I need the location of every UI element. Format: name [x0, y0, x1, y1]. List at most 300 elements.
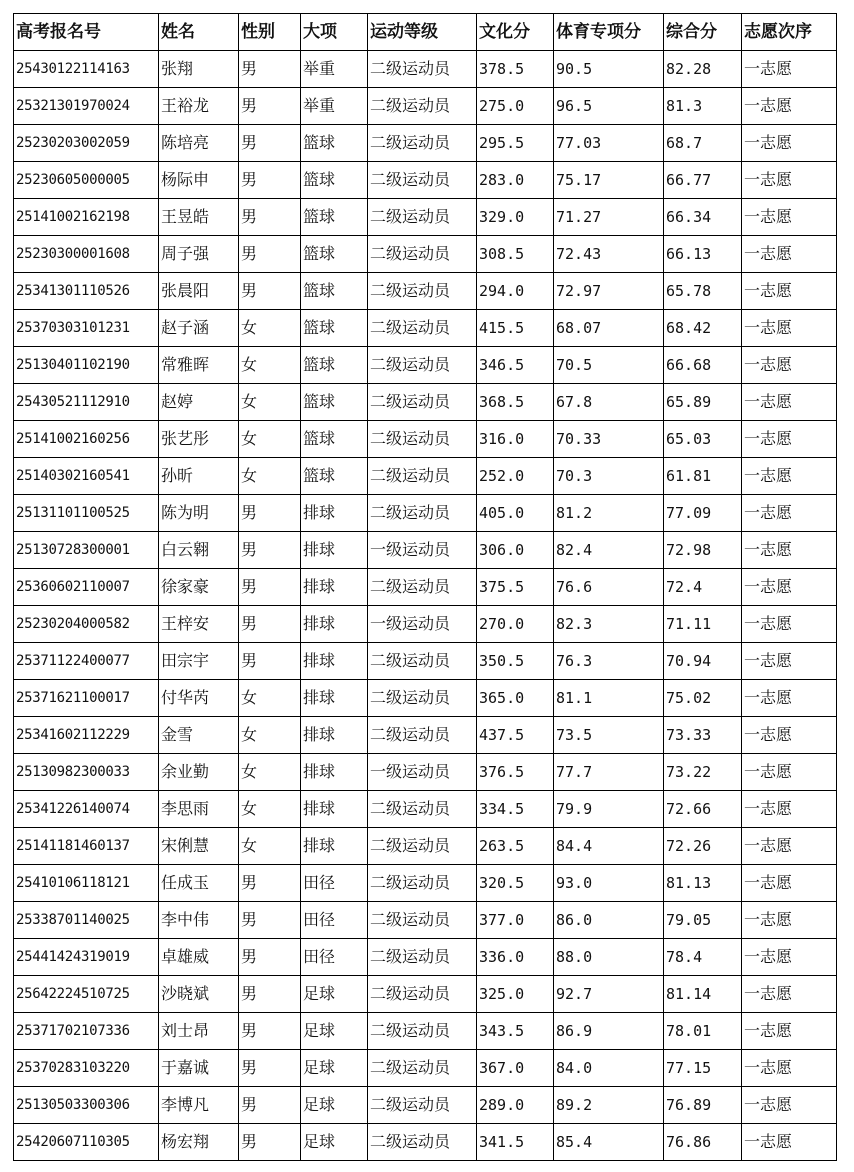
name-cell: 金雪 — [159, 717, 239, 754]
athlete-level-cell: 二级运动员 — [368, 1124, 477, 1161]
gender-cell: 女 — [239, 717, 301, 754]
exam-id-cell: 25130728300001 — [14, 532, 159, 569]
sport-score-cell: 79.9 — [554, 791, 664, 828]
athlete-level-cell: 二级运动员 — [368, 384, 477, 421]
name-cell: 宋俐慧 — [159, 828, 239, 865]
table-row — [14, 569, 837, 606]
sport-cell: 田径 — [301, 939, 368, 976]
culture-score-cell: 294.0 — [477, 273, 554, 310]
sport-cell: 篮球 — [301, 384, 368, 421]
culture-score-cell: 283.0 — [477, 162, 554, 199]
sport-cell: 足球 — [301, 1013, 368, 1050]
sport-score-cell: 92.7 — [554, 976, 664, 1013]
culture-score-cell: 343.5 — [477, 1013, 554, 1050]
table-row — [14, 162, 837, 199]
athlete-level-cell: 二级运动员 — [368, 162, 477, 199]
exam-id-cell: 25370283103220 — [14, 1050, 159, 1087]
preference-order-cell: 一志愿 — [742, 421, 837, 458]
name-cell: 赵婷 — [159, 384, 239, 421]
name-cell: 张晨阳 — [159, 273, 239, 310]
composite-score-cell: 72.66 — [664, 791, 742, 828]
exam-id-cell: 25420607110305 — [14, 1124, 159, 1161]
table-row — [14, 421, 837, 458]
exam-id-cell: 25140302160541 — [14, 458, 159, 495]
preference-order-cell: 一志愿 — [742, 569, 837, 606]
table-row — [14, 88, 837, 125]
sport-score-cell: 84.0 — [554, 1050, 664, 1087]
table-row — [14, 865, 837, 902]
composite-score-cell: 66.77 — [664, 162, 742, 199]
preference-order-cell: 一志愿 — [742, 310, 837, 347]
preference-order-cell: 一志愿 — [742, 347, 837, 384]
table-row — [14, 976, 837, 1013]
sport-cell: 篮球 — [301, 347, 368, 384]
header-preference-order: 志愿次序 — [742, 14, 837, 51]
sport-cell: 篮球 — [301, 421, 368, 458]
preference-order-cell: 一志愿 — [742, 51, 837, 88]
sport-cell: 排球 — [301, 680, 368, 717]
athlete-level-cell: 二级运动员 — [368, 791, 477, 828]
exam-id-cell: 25430122114163 — [14, 51, 159, 88]
gender-cell: 女 — [239, 680, 301, 717]
name-cell: 于嘉诚 — [159, 1050, 239, 1087]
athlete-level-cell: 一级运动员 — [368, 606, 477, 643]
culture-score-cell: 263.5 — [477, 828, 554, 865]
sport-score-cell: 70.5 — [554, 347, 664, 384]
sport-cell: 篮球 — [301, 310, 368, 347]
preference-order-cell: 一志愿 — [742, 458, 837, 495]
gender-cell: 男 — [239, 1087, 301, 1124]
athlete-level-cell: 二级运动员 — [368, 569, 477, 606]
preference-order-cell: 一志愿 — [742, 902, 837, 939]
preference-order-cell: 一志愿 — [742, 828, 837, 865]
athlete-level-cell: 二级运动员 — [368, 902, 477, 939]
preference-order-cell: 一志愿 — [742, 865, 837, 902]
preference-order-cell: 一志愿 — [742, 199, 837, 236]
table-row — [14, 606, 837, 643]
table-row — [14, 458, 837, 495]
culture-score-cell: 368.5 — [477, 384, 554, 421]
culture-score-cell: 367.0 — [477, 1050, 554, 1087]
sport-cell: 排球 — [301, 754, 368, 791]
name-cell: 王梓安 — [159, 606, 239, 643]
gender-cell: 男 — [239, 125, 301, 162]
exam-id-cell: 25441424319019 — [14, 939, 159, 976]
sport-cell: 田径 — [301, 865, 368, 902]
sport-cell: 排球 — [301, 606, 368, 643]
table-row — [14, 532, 837, 569]
exam-id-cell: 25370303101231 — [14, 310, 159, 347]
gender-cell: 男 — [239, 569, 301, 606]
name-cell: 孙昕 — [159, 458, 239, 495]
table-row — [14, 495, 837, 532]
culture-score-cell: 415.5 — [477, 310, 554, 347]
gender-cell: 男 — [239, 643, 301, 680]
composite-score-cell: 65.03 — [664, 421, 742, 458]
sport-score-cell: 76.3 — [554, 643, 664, 680]
table-row — [14, 754, 837, 791]
exam-id-cell: 25371702107336 — [14, 1013, 159, 1050]
table-row — [14, 1087, 837, 1124]
exam-id-cell: 25338701140025 — [14, 902, 159, 939]
sport-cell: 排球 — [301, 717, 368, 754]
table-row — [14, 310, 837, 347]
composite-score-cell: 71.11 — [664, 606, 742, 643]
preference-order-cell: 一志愿 — [742, 976, 837, 1013]
name-cell: 李中伟 — [159, 902, 239, 939]
athlete-level-cell: 二级运动员 — [368, 51, 477, 88]
sport-cell: 篮球 — [301, 458, 368, 495]
culture-score-cell: 329.0 — [477, 199, 554, 236]
name-cell: 余业勤 — [159, 754, 239, 791]
sport-cell: 足球 — [301, 976, 368, 1013]
composite-score-cell: 81.14 — [664, 976, 742, 1013]
exam-id-cell: 25360602110007 — [14, 569, 159, 606]
preference-order-cell: 一志愿 — [742, 236, 837, 273]
gender-cell: 男 — [239, 51, 301, 88]
sport-score-cell: 77.03 — [554, 125, 664, 162]
athlete-level-cell: 二级运动员 — [368, 310, 477, 347]
name-cell: 常雅晖 — [159, 347, 239, 384]
header-name: 姓名 — [159, 14, 239, 51]
header-exam-id: 高考报名号 — [14, 14, 159, 51]
sport-score-cell: 96.5 — [554, 88, 664, 125]
culture-score-cell: 376.5 — [477, 754, 554, 791]
name-cell: 陈为明 — [159, 495, 239, 532]
name-cell: 李思雨 — [159, 791, 239, 828]
athlete-level-cell: 二级运动员 — [368, 347, 477, 384]
preference-order-cell: 一志愿 — [742, 791, 837, 828]
sport-cell: 田径 — [301, 902, 368, 939]
gender-cell: 男 — [239, 1050, 301, 1087]
sport-cell: 排球 — [301, 532, 368, 569]
sport-score-cell: 73.5 — [554, 717, 664, 754]
table-row — [14, 1124, 837, 1161]
sport-score-cell: 84.4 — [554, 828, 664, 865]
athlete-level-cell: 二级运动员 — [368, 1013, 477, 1050]
gender-cell: 女 — [239, 828, 301, 865]
gender-cell: 女 — [239, 791, 301, 828]
culture-score-cell: 350.5 — [477, 643, 554, 680]
name-cell: 刘士昂 — [159, 1013, 239, 1050]
athlete-level-cell: 二级运动员 — [368, 125, 477, 162]
exam-id-cell: 25131101100525 — [14, 495, 159, 532]
composite-score-cell: 68.42 — [664, 310, 742, 347]
culture-score-cell: 289.0 — [477, 1087, 554, 1124]
sport-cell: 排球 — [301, 643, 368, 680]
sport-cell: 篮球 — [301, 236, 368, 273]
table-row — [14, 51, 837, 88]
culture-score-cell: 308.5 — [477, 236, 554, 273]
table-row — [14, 828, 837, 865]
gender-cell: 女 — [239, 310, 301, 347]
exam-id-cell: 25230204000582 — [14, 606, 159, 643]
culture-score-cell: 325.0 — [477, 976, 554, 1013]
gender-cell: 男 — [239, 532, 301, 569]
exam-id-cell: 25130401102190 — [14, 347, 159, 384]
culture-score-cell: 252.0 — [477, 458, 554, 495]
name-cell: 付华芮 — [159, 680, 239, 717]
exam-id-cell: 25341301110526 — [14, 273, 159, 310]
gender-cell: 男 — [239, 1124, 301, 1161]
composite-score-cell: 70.94 — [664, 643, 742, 680]
header-sport: 大项 — [301, 14, 368, 51]
preference-order-cell: 一志愿 — [742, 125, 837, 162]
athlete-level-cell: 二级运动员 — [368, 828, 477, 865]
name-cell: 沙晓斌 — [159, 976, 239, 1013]
sport-score-cell: 86.9 — [554, 1013, 664, 1050]
gender-cell: 男 — [239, 495, 301, 532]
sport-cell: 篮球 — [301, 199, 368, 236]
athlete-level-cell: 二级运动员 — [368, 273, 477, 310]
culture-score-cell: 336.0 — [477, 939, 554, 976]
athlete-level-cell: 一级运动员 — [368, 754, 477, 791]
sport-cell: 足球 — [301, 1050, 368, 1087]
sport-score-cell: 88.0 — [554, 939, 664, 976]
gender-cell: 男 — [239, 939, 301, 976]
composite-score-cell: 78.4 — [664, 939, 742, 976]
table-header-row — [14, 14, 837, 51]
name-cell: 赵子涵 — [159, 310, 239, 347]
exam-id-cell: 25410106118121 — [14, 865, 159, 902]
culture-score-cell: 334.5 — [477, 791, 554, 828]
sport-cell: 举重 — [301, 51, 368, 88]
composite-score-cell: 65.89 — [664, 384, 742, 421]
sport-cell: 排球 — [301, 495, 368, 532]
table-row — [14, 717, 837, 754]
culture-score-cell: 275.0 — [477, 88, 554, 125]
gender-cell: 男 — [239, 199, 301, 236]
preference-order-cell: 一志愿 — [742, 1013, 837, 1050]
composite-score-cell: 66.68 — [664, 347, 742, 384]
athlete-level-cell: 二级运动员 — [368, 643, 477, 680]
name-cell: 周子强 — [159, 236, 239, 273]
preference-order-cell: 一志愿 — [742, 643, 837, 680]
sport-score-cell: 72.43 — [554, 236, 664, 273]
name-cell: 卓雄威 — [159, 939, 239, 976]
name-cell: 张艺彤 — [159, 421, 239, 458]
composite-score-cell: 61.81 — [664, 458, 742, 495]
composite-score-cell: 82.28 — [664, 51, 742, 88]
culture-score-cell: 437.5 — [477, 717, 554, 754]
preference-order-cell: 一志愿 — [742, 1087, 837, 1124]
name-cell: 陈培亮 — [159, 125, 239, 162]
exam-id-cell: 25230300001608 — [14, 236, 159, 273]
gender-cell: 男 — [239, 162, 301, 199]
athlete-level-cell: 二级运动员 — [368, 458, 477, 495]
exam-id-cell: 25341602112229 — [14, 717, 159, 754]
exam-id-cell: 25321301970024 — [14, 88, 159, 125]
composite-score-cell: 75.02 — [664, 680, 742, 717]
sport-score-cell: 86.0 — [554, 902, 664, 939]
name-cell: 王昱皓 — [159, 199, 239, 236]
sport-cell: 举重 — [301, 88, 368, 125]
preference-order-cell: 一志愿 — [742, 606, 837, 643]
sport-cell: 足球 — [301, 1087, 368, 1124]
header-athlete-level: 运动等级 — [368, 14, 477, 51]
sport-cell: 足球 — [301, 1124, 368, 1161]
name-cell: 杨际申 — [159, 162, 239, 199]
name-cell: 王裕龙 — [159, 88, 239, 125]
culture-score-cell: 377.0 — [477, 902, 554, 939]
sport-cell: 篮球 — [301, 273, 368, 310]
sport-score-cell: 89.2 — [554, 1087, 664, 1124]
sport-score-cell: 85.4 — [554, 1124, 664, 1161]
exam-id-cell: 25341226140074 — [14, 791, 159, 828]
preference-order-cell: 一志愿 — [742, 273, 837, 310]
sport-score-cell: 81.1 — [554, 680, 664, 717]
sport-score-cell: 75.17 — [554, 162, 664, 199]
composite-score-cell: 65.78 — [664, 273, 742, 310]
composite-score-cell: 76.86 — [664, 1124, 742, 1161]
preference-order-cell: 一志愿 — [742, 1050, 837, 1087]
sport-score-cell: 70.3 — [554, 458, 664, 495]
preference-order-cell: 一志愿 — [742, 1124, 837, 1161]
culture-score-cell: 341.5 — [477, 1124, 554, 1161]
name-cell: 徐家豪 — [159, 569, 239, 606]
composite-score-cell: 72.26 — [664, 828, 742, 865]
gender-cell: 女 — [239, 458, 301, 495]
athlete-level-cell: 二级运动员 — [368, 939, 477, 976]
culture-score-cell: 405.0 — [477, 495, 554, 532]
table-row — [14, 236, 837, 273]
sport-score-cell: 72.97 — [554, 273, 664, 310]
culture-score-cell: 378.5 — [477, 51, 554, 88]
sport-score-cell: 81.2 — [554, 495, 664, 532]
table-row — [14, 125, 837, 162]
culture-score-cell: 295.5 — [477, 125, 554, 162]
table-row — [14, 347, 837, 384]
composite-score-cell: 81.3 — [664, 88, 742, 125]
athlete-level-cell: 二级运动员 — [368, 88, 477, 125]
name-cell: 田宗宇 — [159, 643, 239, 680]
preference-order-cell: 一志愿 — [742, 680, 837, 717]
table-row — [14, 643, 837, 680]
composite-score-cell: 68.7 — [664, 125, 742, 162]
composite-score-cell: 66.13 — [664, 236, 742, 273]
table-row — [14, 680, 837, 717]
athlete-level-cell: 一级运动员 — [368, 532, 477, 569]
preference-order-cell: 一志愿 — [742, 384, 837, 421]
athlete-level-cell: 二级运动员 — [368, 976, 477, 1013]
composite-score-cell: 66.34 — [664, 199, 742, 236]
gender-cell: 男 — [239, 88, 301, 125]
sport-score-cell: 70.33 — [554, 421, 664, 458]
exam-id-cell: 25230203002059 — [14, 125, 159, 162]
athlete-level-cell: 二级运动员 — [368, 236, 477, 273]
exam-id-cell: 25230605000005 — [14, 162, 159, 199]
sport-score-cell: 93.0 — [554, 865, 664, 902]
exam-id-cell: 25130503300306 — [14, 1087, 159, 1124]
athlete-level-cell: 二级运动员 — [368, 865, 477, 902]
culture-score-cell: 346.5 — [477, 347, 554, 384]
sport-score-cell: 68.07 — [554, 310, 664, 347]
name-cell: 张翔 — [159, 51, 239, 88]
athlete-level-cell: 二级运动员 — [368, 680, 477, 717]
exam-id-cell: 25642224510725 — [14, 976, 159, 1013]
header-sport-score: 体育专项分 — [554, 14, 664, 51]
gender-cell: 男 — [239, 606, 301, 643]
exam-id-cell: 25130982300033 — [14, 754, 159, 791]
sport-cell: 篮球 — [301, 125, 368, 162]
preference-order-cell: 一志愿 — [742, 162, 837, 199]
sport-cell: 排球 — [301, 569, 368, 606]
exam-id-cell: 25141002162198 — [14, 199, 159, 236]
table-row — [14, 1013, 837, 1050]
gender-cell: 女 — [239, 754, 301, 791]
athlete-level-cell: 二级运动员 — [368, 495, 477, 532]
composite-score-cell: 79.05 — [664, 902, 742, 939]
culture-score-cell: 320.5 — [477, 865, 554, 902]
gender-cell: 女 — [239, 347, 301, 384]
composite-score-cell: 72.4 — [664, 569, 742, 606]
sport-cell: 排球 — [301, 791, 368, 828]
header-culture-score: 文化分 — [477, 14, 554, 51]
exam-id-cell: 25371621100017 — [14, 680, 159, 717]
admission-roster-table — [13, 13, 837, 1161]
sport-cell: 排球 — [301, 828, 368, 865]
composite-score-cell: 76.89 — [664, 1087, 742, 1124]
table-row — [14, 384, 837, 421]
name-cell: 杨宏翔 — [159, 1124, 239, 1161]
composite-score-cell: 77.15 — [664, 1050, 742, 1087]
preference-order-cell: 一志愿 — [742, 88, 837, 125]
gender-cell: 男 — [239, 273, 301, 310]
gender-cell: 男 — [239, 902, 301, 939]
table-row — [14, 902, 837, 939]
sport-score-cell: 67.8 — [554, 384, 664, 421]
table-row — [14, 1050, 837, 1087]
gender-cell: 男 — [239, 1013, 301, 1050]
header-gender: 性别 — [239, 14, 301, 51]
composite-score-cell: 72.98 — [664, 532, 742, 569]
athlete-level-cell: 二级运动员 — [368, 199, 477, 236]
sport-score-cell: 82.4 — [554, 532, 664, 569]
sport-score-cell: 82.3 — [554, 606, 664, 643]
table-row — [14, 791, 837, 828]
sport-score-cell: 90.5 — [554, 51, 664, 88]
gender-cell: 男 — [239, 236, 301, 273]
table-row — [14, 939, 837, 976]
athlete-level-cell: 二级运动员 — [368, 1050, 477, 1087]
culture-score-cell: 270.0 — [477, 606, 554, 643]
culture-score-cell: 306.0 — [477, 532, 554, 569]
composite-score-cell: 78.01 — [664, 1013, 742, 1050]
sport-score-cell: 76.6 — [554, 569, 664, 606]
gender-cell: 女 — [239, 384, 301, 421]
preference-order-cell: 一志愿 — [742, 939, 837, 976]
composite-score-cell: 81.13 — [664, 865, 742, 902]
preference-order-cell: 一志愿 — [742, 495, 837, 532]
culture-score-cell: 316.0 — [477, 421, 554, 458]
table-body — [14, 51, 837, 1161]
athlete-level-cell: 二级运动员 — [368, 717, 477, 754]
athlete-level-cell: 二级运动员 — [368, 1087, 477, 1124]
gender-cell: 男 — [239, 976, 301, 1013]
exam-id-cell: 25141002160256 — [14, 421, 159, 458]
table-row — [14, 273, 837, 310]
composite-score-cell: 77.09 — [664, 495, 742, 532]
table-row — [14, 199, 837, 236]
preference-order-cell: 一志愿 — [742, 754, 837, 791]
name-cell: 任成玉 — [159, 865, 239, 902]
composite-score-cell: 73.22 — [664, 754, 742, 791]
culture-score-cell: 365.0 — [477, 680, 554, 717]
name-cell: 李博凡 — [159, 1087, 239, 1124]
exam-id-cell: 25430521112910 — [14, 384, 159, 421]
gender-cell: 男 — [239, 865, 301, 902]
culture-score-cell: 375.5 — [477, 569, 554, 606]
